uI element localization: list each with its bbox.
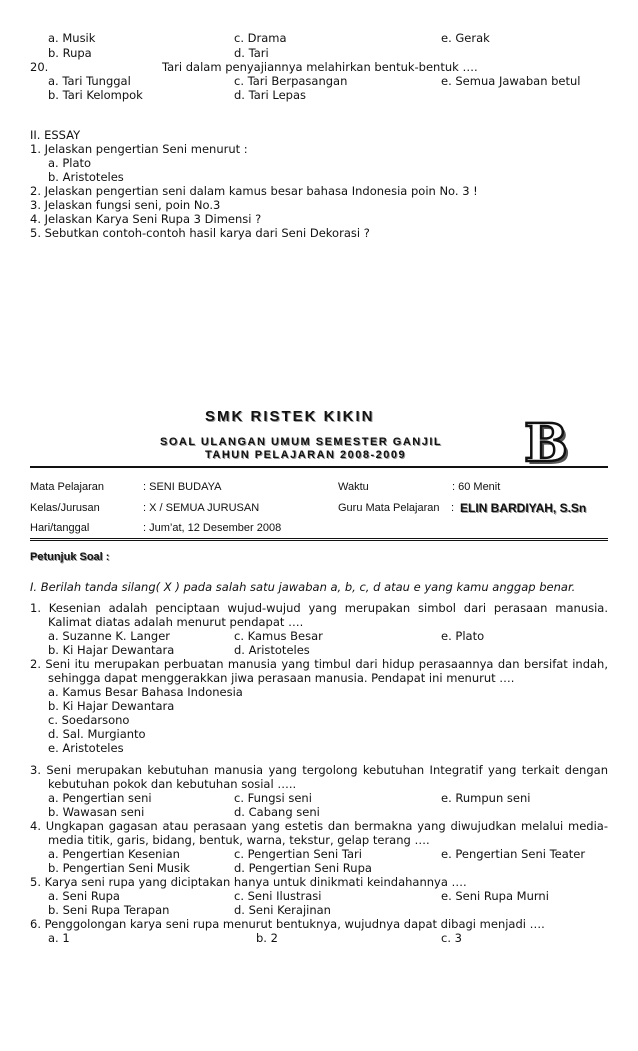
teacher-name: ELIN BARDIYAH, S.Sn (460, 501, 587, 515)
option-b: b. Wawasan seni (48, 805, 145, 819)
question-text: Tari dalam penyajiannya melahirkan bentuk-bentuk …. (162, 60, 478, 74)
instructions-title: Petunjuk Soal : (30, 551, 110, 563)
class-label: Kelas/Jurusan (30, 502, 100, 514)
option-c: c. Kamus Besar (234, 629, 323, 643)
option-d: d. Cabang seni (234, 805, 320, 819)
info-divider (30, 538, 608, 541)
option-d: d. Seni Kerajinan (234, 903, 331, 917)
teacher-label: Guru Mata Pelajaran (338, 502, 440, 514)
option-c: c. 3 (441, 931, 462, 945)
question-text: 6. Penggolongan karya seni rupa menurut bentuknya, wujudnya dapat dibagi menjadi …. (30, 917, 545, 931)
question-number: 20. (30, 60, 49, 74)
question-text: 5. Karya seni rupa yang diciptakan hanya untuk dinikmati keindahannya …. (30, 875, 467, 889)
question-text: 2. Seni itu merupakan perbuatan manusia yang timbul dari hidup perasaannya dan bersifat indah, (30, 657, 608, 671)
option-b: b. Pengertian Seni Musik (48, 861, 190, 875)
option-c: c. Pengertian Seni Tari (234, 847, 362, 861)
option-d: d. Pengertian Seni Rupa (234, 861, 372, 875)
question-text: 1. Kesenian adalah penciptaan wujud-wujud yang merupakan simbol dari perasaan manusia. (30, 601, 608, 615)
question-text: media titik, garis, bidang, bentuk, warna, tekstur, gelap terang …. (48, 833, 430, 847)
exam-year: TAHUN PELAJARAN 2008-2009 (205, 449, 407, 461)
question-text: 4. Ungkapan gagasan atau perasaan yang estetis dan bermakna yang diwujudkan melalui media- (30, 819, 608, 833)
date-value: : Jum’at, 12 Desember 2008 (143, 522, 282, 534)
school-logo: B (524, 413, 568, 474)
option-d: d. Sal. Murgianto (48, 727, 146, 741)
option-e: e. Rumpun seni (441, 791, 531, 805)
option-c: c. Soedarsono (48, 713, 130, 727)
school-name: SMK RISTEK KIKIN (205, 408, 375, 425)
option-a: a. Pengertian Kesenian (48, 847, 180, 861)
essay-question-3: 3. Jelaskan fungsi seni, poin No.3 (30, 198, 221, 212)
option-b: b. Ki Hajar Dewantara (48, 643, 175, 657)
option-d: d. Tari Lepas (234, 88, 306, 102)
essay-question-5: 5. Sebutkan contoh-contoh hasil karya dari Seni Dekorasi ? (30, 226, 370, 240)
essay-question-2: 2. Jelaskan pengertian seni dalam kamus besar bahasa Indonesia poin No. 3 ! (30, 184, 478, 198)
option-e: e. Semua Jawaban betul (441, 74, 581, 88)
essay-title: II. ESSAY (30, 128, 81, 142)
question-text: kebutuhan pokok dan kebutuhan sosial ….. (48, 777, 297, 791)
option-e: e. Gerak (441, 31, 490, 45)
section-instruction: I. Berilah tanda silang( X ) pada salah satu jawaban a, b, c, d atau e yang kamu anggap benar. (30, 580, 576, 594)
class-value: : X / SEMUA JURUSAN (143, 502, 260, 514)
essay-question-4: 4. Jelaskan Karya Seni Rupa 3 Dimensi ? (30, 212, 262, 226)
option-b: b. Rupa (48, 46, 92, 60)
option-c: c. Drama (234, 31, 287, 45)
time-value: : 60 Menit (452, 481, 501, 493)
option-e: e. Aristoteles (48, 741, 124, 755)
date-label: Hari/tanggal (30, 522, 90, 534)
essay-sub-item: b. Aristoteles (48, 170, 124, 184)
header-divider (30, 466, 608, 468)
option-a: a. Kamus Besar Bahasa Indonesia (48, 685, 243, 699)
time-label: Waktu (338, 481, 369, 493)
question-text: Kalimat diatas adalah menurut pendapat …. (48, 615, 304, 629)
option-b: b. Tari Kelompok (48, 88, 143, 102)
option-a: a. Suzanne K. Langer (48, 629, 171, 643)
option-a: a. Seni Rupa (48, 889, 120, 903)
option-e: e. Plato (441, 629, 485, 643)
option-a: a. Pengertian seni (48, 791, 152, 805)
option-a: a. 1 (48, 931, 70, 945)
option-e: e. Seni Rupa Murni (441, 889, 549, 903)
exam-title: SOAL ULANGAN UMUM SEMESTER GANJIL (160, 436, 443, 448)
option-a: a. Musik (48, 31, 96, 45)
option-e: e. Pengertian Seni Teater (441, 847, 586, 861)
option-d: d. Aristoteles (234, 643, 310, 657)
question-text: sehingga dapat menggerakkan jiwa perasaan manusia. Pendapat ini menurut …. (48, 671, 515, 685)
option-a: a. Tari Tunggal (48, 74, 131, 88)
subject-value: : SENI BUDAYA (143, 481, 222, 493)
option-c: c. Tari Berpasangan (234, 74, 348, 88)
teacher-colon: : (451, 502, 455, 514)
option-b: b. Ki Hajar Dewantara (48, 699, 175, 713)
option-b: b. 2 (256, 931, 278, 945)
option-b: b. Seni Rupa Terapan (48, 903, 170, 917)
question-text: 3. Seni merupakan kebutuhan manusia yang tergolong kebutuhan Integratif yang terkait dengan (30, 763, 608, 777)
essay-sub-item: a. Plato (48, 156, 92, 170)
option-c: c. Fungsi seni (234, 791, 312, 805)
option-d: d. Tari (234, 46, 269, 60)
subject-label: Mata Pelajaran (30, 481, 104, 493)
option-c: c. Seni Ilustrasi (234, 889, 322, 903)
essay-question-1: 1. Jelaskan pengertian Seni menurut : (30, 142, 248, 156)
